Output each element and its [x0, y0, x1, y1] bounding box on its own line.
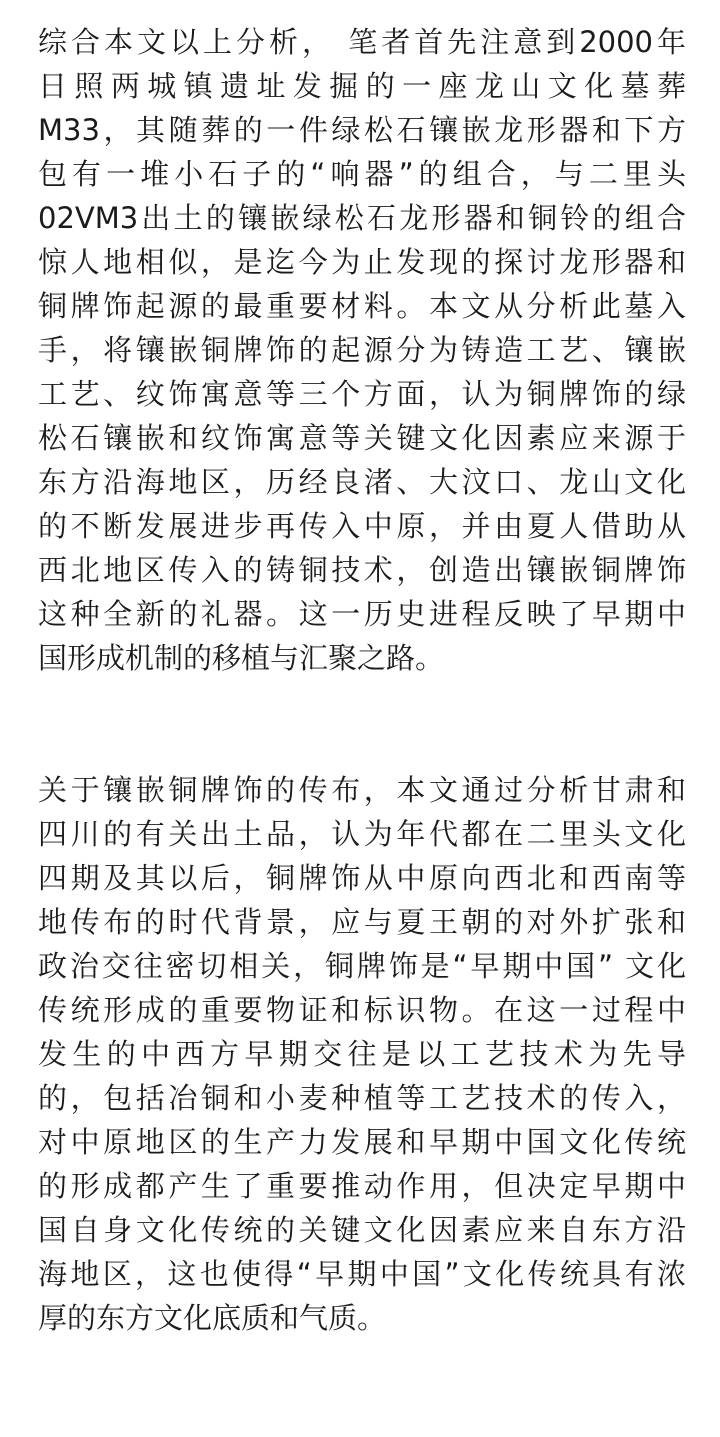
text-line: 综合本文以上分析， 笔者首先注意到2000年 — [38, 25, 686, 59]
text-line: 发生的中西方早期交往是以工艺技术为先导 — [38, 1037, 686, 1071]
text-line: 的形成都产生了重要推动作用，但决定早期中 — [38, 1169, 686, 1203]
text-line: 关于镶嵌铜牌饰的传布，本文通过分析甘肃和 — [38, 773, 686, 807]
paragraph-spacer — [38, 680, 686, 768]
paragraph-2 — [38, 768, 686, 1340]
text-line: 手，将镶嵌铜牌饰的起源分为铸造工艺、镶嵌 — [38, 333, 686, 367]
text-line: 的，包括冶铜和小麦种植等工艺技术的传入， — [38, 1081, 686, 1115]
text-line: 对中原地区的生产力发展和早期中国文化传统 — [38, 1125, 686, 1159]
text-line: 包有一堆小石子的“响器”的组合，与二里头 — [38, 157, 686, 191]
text-line: 日照两城镇遗址发掘的一座龙山文化墓葬 — [38, 69, 686, 103]
article-body — [38, 20, 686, 1340]
text-line: 02VM3出土的镶嵌绿松石龙形器和铜铃的组合 — [38, 201, 686, 235]
text-line: 东方沿海地区，历经良渚、大汶口、龙山文化 — [38, 465, 686, 499]
text-line: 海地区，这也使得“早期中国”文化传统具有浓 — [38, 1257, 686, 1291]
text-line: 四期及其以后，铜牌饰从中原向西北和西南等 — [38, 861, 686, 895]
text-line: 惊人地相似，是迄今为止发现的探讨龙形器和 — [38, 245, 686, 279]
text-line: 政治交往密切相关，铜牌饰是“早期中国” 文化 — [38, 949, 686, 983]
text-line: 工艺、纹饰寓意等三个方面，认为铜牌饰的绿 — [38, 377, 686, 411]
text-line: 西北地区传入的铸铜技术，创造出镶嵌铜牌饰 — [38, 553, 686, 587]
paragraph-1 — [38, 20, 686, 680]
text-line: 松石镶嵌和纹饰寓意等关键文化因素应来源于 — [38, 421, 686, 455]
text-line: 国自身文化传统的关键文化因素应来自东方沿 — [38, 1213, 686, 1247]
text-line: 厚的东方文化底质和气质。 — [38, 1301, 387, 1335]
text-line: 地传布的时代背景，应与夏王朝的对外扩张和 — [38, 905, 686, 939]
text-line: 四川的有关出土品，认为年代都在二里头文化 — [38, 817, 686, 851]
text-line: 传统形成的重要物证和标识物。在这一过程中 — [38, 993, 686, 1027]
text-line: 铜牌饰起源的最重要材料。本文从分析此墓入 — [38, 289, 686, 323]
text-line: 国形成机制的移植与汇聚之路。 — [38, 641, 445, 675]
text-line: 的不断发展进步再传入中原，并由夏人借助从 — [38, 509, 686, 543]
text-line: M33，其随葬的一件绿松石镶嵌龙形器和下方 — [38, 113, 686, 147]
text-line: 这种全新的礼器。这一历史进程反映了早期中 — [38, 597, 686, 631]
